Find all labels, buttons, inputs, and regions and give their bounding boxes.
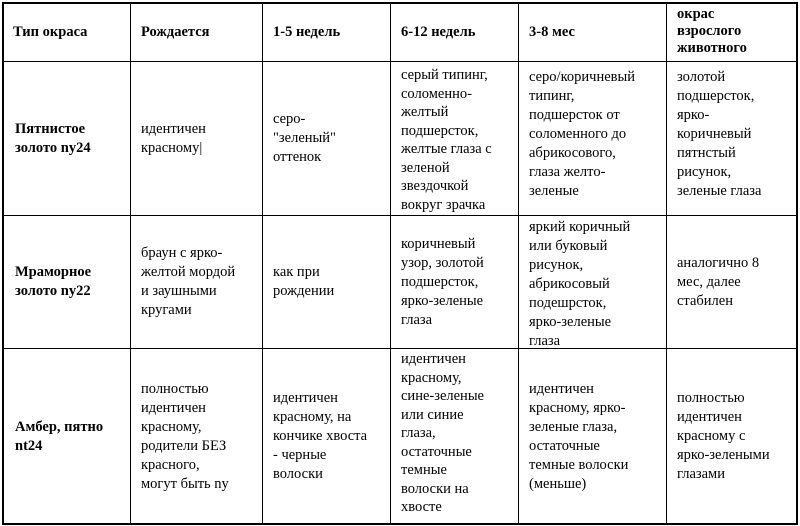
column-divider	[518, 2, 519, 524]
table-border-top	[2, 2, 798, 4]
table-border-bottom	[2, 523, 798, 525]
row-2-months-3-8: яркий коричный или буковый рисунок, абрикосовый подешрсток, ярко-зеленые глаза	[529, 219, 631, 348]
row-1-weeks-6-12: серый типинг, соломенно- желтый подшерсток, желтые глаза с зеленой звездочкой вокруг зрачка	[401, 67, 492, 213]
row-3-adult: полностью идентичен красному с ярко-зелеными глазами	[677, 390, 770, 482]
row-3-type: Амбер, пятно nt24	[15, 418, 104, 454]
header-months-3-8: 3-8 мес	[529, 23, 575, 40]
row-2-born: браун с ярко- желтой мордой и заушными кругами	[141, 245, 236, 318]
row-3-months-3-8: идентичен красному, ярко- зеленые глаза, остаточные темные волоски (меньше)	[529, 380, 629, 492]
header-weeks-1-5: 1-5 недель	[273, 23, 341, 40]
row-2-adult: аналогично 8 мес, далее стабилен	[677, 254, 760, 309]
header-adult: окрас взрослого животного	[677, 6, 747, 56]
table-border-right	[796, 2, 798, 524]
column-divider	[130, 2, 131, 524]
row-1-months-3-8: серо/коричневый типинг, подшерсток от соломенного до абрикосового, глаза желто- зеленые	[529, 69, 635, 199]
header-type: Тип окраса	[13, 23, 88, 40]
row-3-weeks-6-12: идентичен красному, сине-зеленые или синие глаза, остаточные темные волоски на хвосте	[401, 351, 484, 515]
header-weeks-6-12: 6-12 недель	[401, 23, 476, 40]
row-divider	[2, 61, 798, 62]
column-divider	[262, 2, 263, 524]
row-1-born: идентичен красному|	[141, 120, 206, 156]
row-1-weeks-1-5: серо- "зеленый" оттенок	[273, 111, 336, 165]
header-born: Рождается	[141, 23, 210, 40]
row-3-weeks-1-5: идентичен красному, на кончике хвоста - черные волоски	[273, 390, 368, 482]
row-1-adult: золотой подшерсток, ярко- коричневый пятнстый рисунок, зеленые глаза	[677, 69, 762, 199]
row-2-type: Мраморное золото ny22	[15, 264, 92, 299]
row-2-weeks-6-12: коричневый узор, золотой подшерсток, ярко-зеленые глаза	[401, 235, 484, 328]
row-3-born: полностью идентичен красному, родители БЕЗ красного, могут быть ny	[141, 380, 229, 492]
row-divider	[2, 215, 798, 216]
table-border-left	[2, 2, 4, 524]
column-divider	[666, 2, 667, 524]
row-2-weeks-1-5: как при рождении	[273, 264, 335, 299]
column-divider	[390, 2, 391, 524]
row-1-type: Пятнистое золото ny24	[15, 120, 91, 156]
row-divider	[2, 348, 798, 349]
